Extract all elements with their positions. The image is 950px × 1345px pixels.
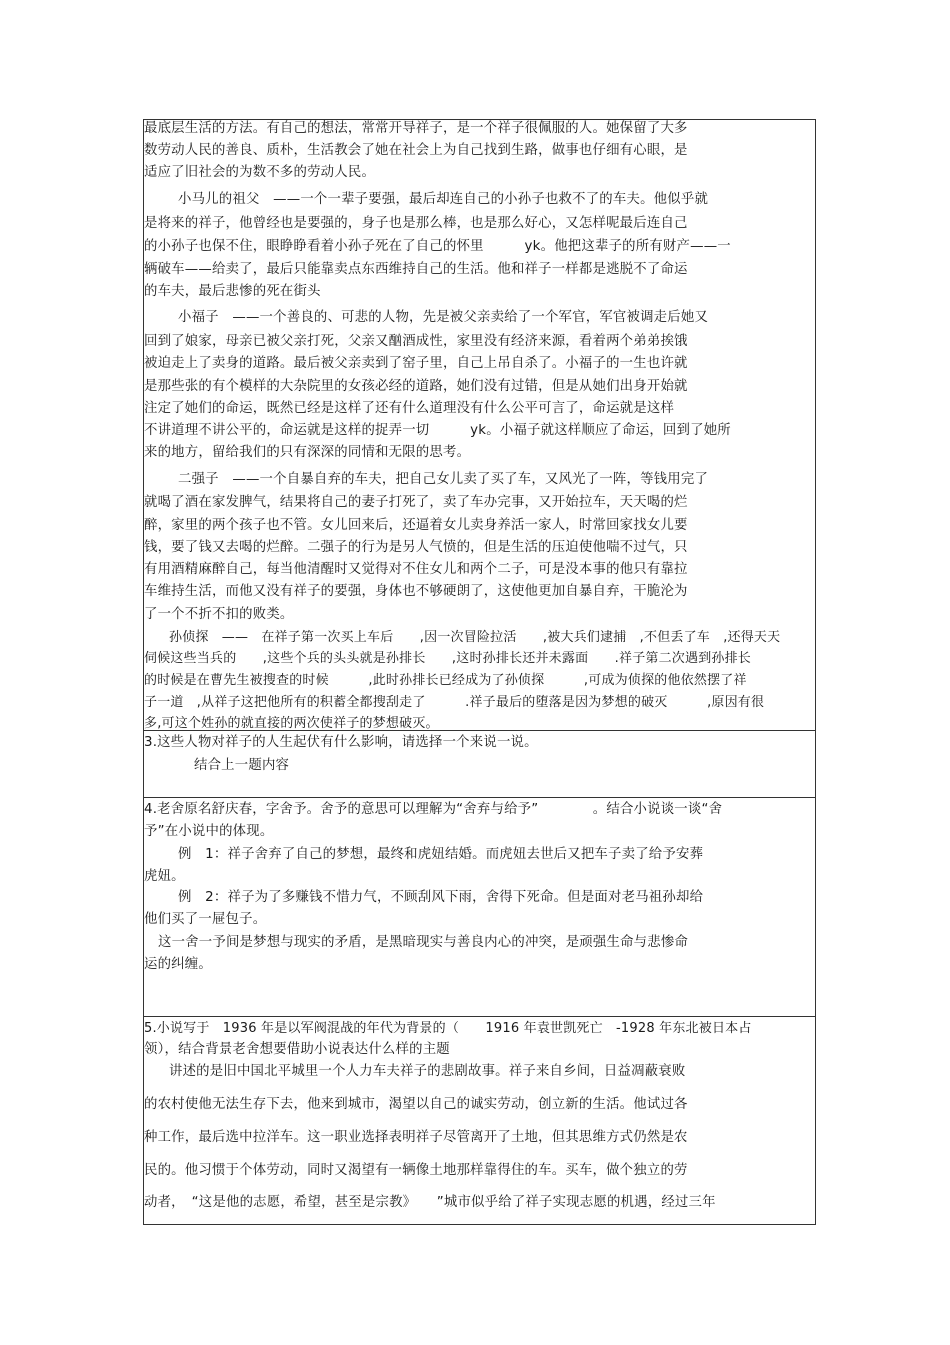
answer-text: 民的。他习惯于个体劳动，同时又渴望有一辆像土地那样靠得住的车。买车，做个独立的劳 [144, 1163, 688, 1178]
text-line: 小福子 ——一个善良的、可悲的人物，先是被父亲卖给了一个军官，军官被调走后她又 [178, 310, 709, 325]
text-line: 的时候是在曹先生被搜查的时候 ,此时孙排长已经成为了孙侦探 ,可成为侦探的他依然摆了祥 [144, 673, 747, 688]
answer-text: 讲述的是旧中国北平城里一个人力车夫祥子的悲剧故事。祥子来自乡间，日益凋蔽衰败 [169, 1064, 686, 1079]
text-line: 是将来的祥子，他曾经也是要强的，身子也是那么棒，也是那么好心，又怎样呢最后连自己 [144, 216, 688, 231]
question-text: 3.这些人物对祥子的人生起伏有什么影响，请选择一个来说一说。 [144, 735, 538, 750]
table-cell-characters [143, 119, 816, 731]
text-line: 回到了娘家，母亲已被父亲打死，父亲又酗酒成性，家里没有经济来源，看着两个弟弟挨饿 [144, 334, 688, 349]
question-text: 4.老舍原名舒庆春，字舍予。舍予的意思可以理解为“舍弃与给予” 。结合小说谈一谈“舍 [144, 802, 723, 817]
text-line: 钱，要了钱又去喝的烂醉。二强子的行为是另人气愤的，但是生活的压迫使他喘不过气，只 [144, 540, 688, 555]
text-line: 二强子 ——一个自暴自弃的车夫，把自己女儿卖了买了车，又风光了一阵，等钱用完了 [178, 472, 709, 487]
text-line: 的车夫，最后悲惨的死在街头 [144, 284, 321, 299]
answer-text: 他们买了一屉包子。 [144, 912, 267, 927]
answer-text: 的农村使他无法生存下去，他来到城市，渴望以自己的诚实劳动，创立新的生活。他试过各 [144, 1097, 688, 1112]
answer-text: 运的纠缠。 [144, 957, 212, 972]
text-line: 子一道 ,从祥子这把他所有的积蓄全都搜刮走了 .祥子最后的堕落是因为梦想的破灭 ,原因有很 [144, 695, 765, 710]
text-line: 的小孙子也保不住，眼睁睁看着小孙子死在了自己的怀里 yk。他把这辈子的所有财产——一 [144, 239, 731, 254]
text-line: 孙侦探 —— 在祥子第一次买上车后 ,因一次冒险拉活 ,被大兵们逮捕 ,不但丢了车 ,还得天天 [169, 630, 781, 645]
text-line: 辆破车——给卖了，最后只能靠卖点东西维持自己的生活。他和祥子一样都是逃脱不了命运 [144, 262, 688, 277]
text-line: 醉，家里的两个孩子也不管。女儿回来后，还逼着女儿卖身养活一家人，时常回家找女儿要 [144, 518, 688, 533]
text-line: 是那些张的有个模样的大杂院里的女孩必经的道路，她们没有过错，但是从她们出身开始就 [144, 379, 688, 394]
text-line: 被迫走上了卖身的道路。最后被父亲卖到了窑子里，自己上吊自杀了。小福子的一生也许就 [144, 356, 688, 371]
table-cell-question-4 [143, 797, 816, 1017]
answer-text: 虎妞。 [144, 869, 185, 884]
text-line: 最底层生活的方法。有自己的想法，常常开导祥子，是一个祥子很佩服的人。她保留了大多 [144, 121, 688, 136]
text-line: 了一个不折不扣的败类。 [144, 607, 294, 622]
text-line: 车维持生活，而他又没有祥子的要强，身体也不够硬朗了，这使他更加自暴自弃，干脆沦为 [144, 584, 688, 599]
text-line: 不讲道理不讲公平的，命运就是这样的捉弄一切 yk。小福子就这样顺应了命运，回到了她所 [144, 423, 731, 438]
table-cell-question-5 [143, 1016, 816, 1225]
answer-text: 例 1：祥子舍弃了自己的梦想，最终和虎妞结婚。而虎妞去世后又把车子卖了给予安葬 [178, 847, 704, 862]
text-line: 来的地方，留给我们的只有深深的同情和无限的思考。 [144, 445, 471, 460]
answer-text: 结合上一题内容 [194, 758, 290, 773]
question-text: 5.小说写于 1936 年是以军阀混战的年代为背景的（ 1916 年袁世凯死亡 -1928 年东北被日本占 [144, 1021, 752, 1036]
text-line: 伺候这些当兵的 ,这些个兵的头头就是孙排长 ,这时孙排长还并未露面 .祥子第二次遇到孙排长 [144, 651, 751, 666]
text-line: 有用酒精麻醉自己，每当他清醒时又觉得对不住女儿和两个二子，可是没本事的他只有靠拉 [144, 562, 688, 577]
answer-text: 这一舍一予间是梦想与现实的矛盾，是黑暗现实与善良内心的冲突，是顽强生命与悲惨命 [158, 935, 689, 950]
text-line: 适应了旧社会的为数不多的劳动人民。 [144, 165, 376, 180]
answer-text: 种工作，最后选中拉洋车。这一职业选择表明祥子尽管离开了土地，但其思维方式仍然是农 [144, 1130, 688, 1145]
text-line: 就喝了酒在家发脾气，结果将自己的妻子打死了，卖了车办完事，又开始拉车，天天喝的烂 [144, 495, 688, 510]
text-line: 注定了她们的命运，既然已经是这样了还有什么道理没有什么公平可言了，命运就是这样 [144, 401, 675, 416]
table-cell-question-3 [143, 730, 816, 798]
text-line: 多,可这个姓孙的就直接的两次使祥子的梦想破灭。 [144, 716, 439, 731]
question-text: 领），结合背景老舍想要借助小说表达什么样的主题 [144, 1042, 450, 1057]
answer-text: 例 2：祥子为了多赚钱不惜力气，不顾刮风下雨，舍得下死命。但是面对老马祖孙却给 [178, 890, 704, 905]
text-line: 小马儿的祖父 ——一个一辈子要强，最后却连自己的小孙子也救不了的车夫。他似乎就 [178, 192, 709, 207]
answer-text: 动者， “这是他的志愿，希望，甚至是宗教》 ”城市似乎给了祥子实现志愿的机遇，经过三年 [144, 1195, 716, 1210]
question-text: 予”在小说中的体现。 [144, 824, 274, 839]
text-line: 数劳动人民的善良、质朴，生活教会了她在社会上为自己找到生路，做事也仔细有心眼，是 [144, 143, 688, 158]
